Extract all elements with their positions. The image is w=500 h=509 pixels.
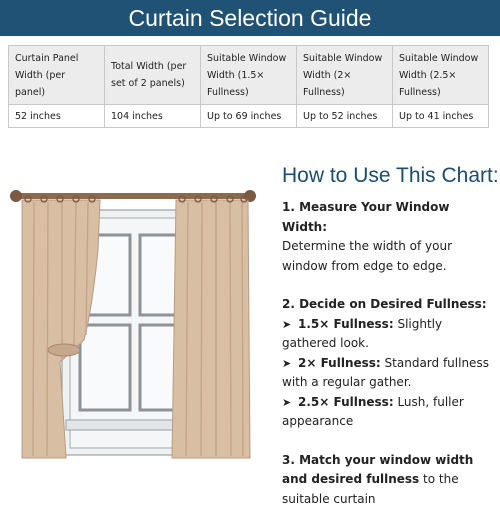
curtain-window-illustration: [0, 180, 262, 465]
header-total-width: Total Width (per set of 2 panels): [105, 46, 201, 105]
fullness-option: [282, 354, 492, 393]
header-window-2-5x: Suitable Window Width (2.5× Fullness): [393, 46, 489, 105]
option-text: Lush, fuller appearance: [282, 395, 464, 429]
cell-panel-width: 52 inches: [9, 105, 105, 128]
option-label: 2× Fullness:: [298, 356, 381, 370]
option-label: 2.5× Fullness:: [298, 395, 394, 409]
option-text: Standard fullness with a regular gather.: [282, 356, 489, 390]
cell-window-2x: Up to 52 inches: [297, 105, 393, 128]
howto-title: How to Use This Chart:: [282, 164, 499, 188]
selection-table: [8, 45, 489, 128]
step-3-text: to the suitable curtain: [282, 472, 459, 506]
step-1-text: Determine the width of your window from edge to edge.: [282, 239, 452, 273]
header-window-1-5x: Suitable Window Width (1.5× Fullness): [201, 46, 297, 105]
header-window-2x: Suitable Window Width (2× Fullness): [297, 46, 393, 105]
arrow-right-icon: ➤: [282, 315, 298, 335]
table-header-row: [9, 46, 489, 105]
cell-window-1-5x: Up to 69 inches: [201, 105, 297, 128]
step-2: [282, 295, 492, 315]
step-3: [282, 451, 492, 509]
step-3-title: 3. Match your window width and desired fullness: [282, 453, 473, 487]
step-1: [282, 198, 492, 276]
fullness-option: [282, 315, 492, 354]
page-title: Curtain Selection Guide: [129, 5, 372, 31]
cell-window-2-5x: Up to 41 inches: [393, 105, 489, 128]
option-label: 1.5× Fullness:: [298, 317, 394, 331]
step-2-title: 2. Decide on Desired Fullness:: [282, 297, 487, 311]
howto-steps: [282, 198, 492, 509]
step-1-title: 1. Measure Your Window Width:: [282, 200, 449, 234]
page-header: [0, 0, 500, 36]
arrow-right-icon: ➤: [282, 354, 298, 374]
header-panel-width: Curtain Panel Width (per panel): [9, 46, 105, 105]
arrow-right-icon: ➤: [282, 393, 298, 413]
table-row: [9, 105, 489, 128]
fullness-option: [282, 393, 492, 432]
option-text: Slightly gathered look.: [282, 317, 442, 351]
cell-total-width: 104 inches: [105, 105, 201, 128]
selection-table-container: [8, 45, 489, 128]
